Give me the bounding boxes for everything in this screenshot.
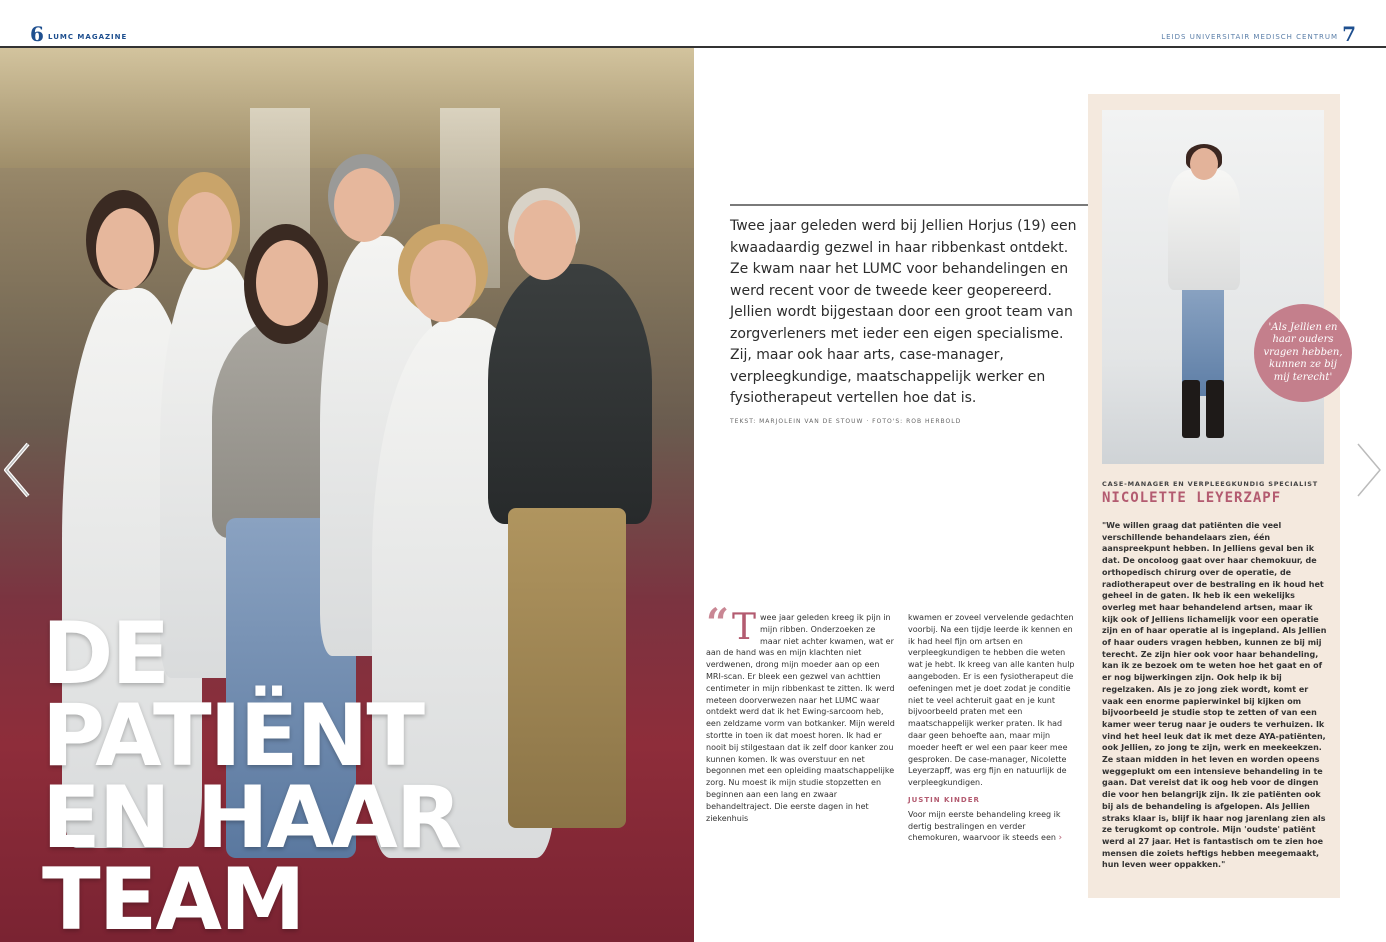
person-face bbox=[514, 200, 576, 280]
column-text-end: Voor mijn eerste behandeling kreeg ik dertig bestralingen en verder chemokuren, waarvoor ik steeds een bbox=[908, 809, 1061, 843]
photo-credit: TEKST: MARJOLEIN VAN DE STOUW · FOTO'S: ROB HERBOLD bbox=[730, 418, 962, 425]
quote-mark: “ bbox=[706, 600, 730, 647]
figure-coat bbox=[1168, 170, 1240, 290]
continue-arrow-icon: › bbox=[1058, 833, 1063, 844]
chevron-right-icon[interactable] bbox=[1354, 440, 1384, 500]
person-face bbox=[178, 192, 232, 268]
intro-text: Twee jaar geleden werd bij Jellien Horjus (19) een kwaadaardig gezwel in haar ribbenkast ontdekt. Ze kwam naar het LUMC voor behandelingen en werd recent voor de tweede keer geopereerd. Jellien wordt bijgestaan door een groot team van zorgverleners met ieder een eigen specialisme. Zij, maar ook haar arts, case-manager, verpleegkundige, maatschappelijk werker en fysiotherapeut vertellen hoe dat is. bbox=[730, 218, 1077, 406]
figure-boot bbox=[1206, 380, 1224, 438]
dropcap: T bbox=[732, 607, 757, 648]
column-subhead: JUSTIN KINDER bbox=[908, 795, 980, 804]
quote-bubble-text: 'Als Jellien en haar ouders vragen hebben, kunnen ze bij mij terecht' bbox=[1263, 321, 1343, 383]
chevron-left-icon[interactable] bbox=[2, 440, 32, 500]
team-photo bbox=[0, 48, 694, 942]
left-running-head: LUMC MAGAZINE bbox=[48, 33, 128, 41]
title-line: TEAM bbox=[42, 850, 304, 942]
profile-name: NICOLETTE LEYERZAPF bbox=[1102, 490, 1282, 506]
column-text: kwamen er zoveel vervelende gedachten voorbij. Na een tijdje leerde ik kennen en ik had heel fijn om artsen en verpleegkundigen te hebben die weten wat je hebt. Ik kreeg van alle kanten hulp aangeboden. Er is een fysiotherapeut die oefeningen met je doet zodat je conditie niet te veel achteruit gaat en je kunt bijvoorbeeld praten met een maatschappelijk werker praten. Ik had daar geen behoefte aan, maar mijn moeder heeft er wel een paar keer mee gesproken. De case-manager, Nicolette Leyerzapff, was erg fijn en natuurlijk de verpleegkundigen. bbox=[908, 613, 1075, 788]
person-face bbox=[256, 240, 318, 326]
figure-face bbox=[1190, 148, 1218, 180]
person-face bbox=[334, 168, 394, 242]
article-column-1 bbox=[706, 607, 896, 824]
left-page-number: 6 bbox=[30, 22, 44, 46]
column-text: wee jaar geleden kreeg ik pijn in mijn ribben. Onderzoeken ze maar niet achter kwamen, wat er aan de hand was en mijn klachten niet verdwenen, drong mijn moeder aan op een MRI-scan. Er bleek een gezwel van achttien centimeter in mijn ribbenkast te zitten. Ik werd meteen doorverwezen naar het LUMC waar ontdekt werd dat ik het Ewing-sarcoom heb, een zeldzame vorm van botkanker. Mijn wereld stortte in toen ik dat moest horen. Ik had er nooit bij stilgestaan dat ik zelf door kanker zou kunnen komen. Ik was overstuur en net begonnen met een opleiding maatschappelijke zorg. Nu moest ik mijn studie stopzetten en beginnen aan een lang en zwaar behandeltraject. Die eerste dagen in het ziekenhuis bbox=[706, 613, 895, 823]
person-face bbox=[410, 240, 476, 322]
profile-photo bbox=[1102, 110, 1324, 464]
person-figure bbox=[488, 264, 652, 524]
person-face bbox=[96, 208, 154, 290]
title-line: PATIËNT bbox=[42, 686, 424, 786]
hallway-ceiling bbox=[0, 48, 694, 168]
profile-text: "We willen graag dat patiënten die veel verschillende behandelaars zien, één aanspreekpunt hebben. In Jelliens geval ben ik dat. De oncoloog gaat over haar chemokuur, de orthopedisch chirurg over de operatie, de radiotherapeut over de bestraling en ik houd het geheel in de gaten. Ik heb ik een wekelijks overleg met haar behandelend artsen, maar ik kijk ook of Jelliens lichamelijk voor een operatie zijn en of haar operatie al is ingepland. Als Jellien of haar ouders vragen hebben, kunnen ze bij mij terecht. Ze zijn hier ook voor haar behandeling, kan ik ze bezoek om te weten hoe het gaat en of er nog bijwerkingen zijn. Ook help ik bij regelzaken. Als je zo jong ziek wordt, komt er vaak een enorme papierwinkel bij kijken om bijvoorbeeld je studie stop te zetten of van een kamer weer terug naar je ouders te verhuizen. Ik vind het heel leuk dat ik met deze AYA-patiënten, ook Jellien, zo jong te zijn, werk en meekeekzen. Ze staan midden in het leven en worden opeens weggeplukt om een intensieve behandeling in te gaan. Dat vereist dat ik oog heb voor de dingen die voor hen belangrijk zijn. Ik zie patiënten ook bij als de behandeling is afgelopen. Als Jellien straks klaar is, blijf ik haar nog jarenlang zien als ze terugkomt op controle. Mijn 'oudste' patiënt werd al 27 jaar. Het is fantastisch om te zien hoe mensen die zoiets heftigs hebben meegemaakt, hun leven weer oppakken." bbox=[1102, 521, 1327, 870]
title-line: EN HAAR bbox=[42, 768, 460, 868]
title-line: DE bbox=[42, 604, 169, 704]
intro-rule bbox=[730, 204, 1088, 206]
right-running-head: LEIDS UNIVERSITAIR MEDISCH CENTRUM bbox=[1161, 33, 1338, 41]
profile-role: CASE-MANAGER EN VERPLEEGKUNDIG SPECIALIST bbox=[1102, 480, 1319, 488]
page-header bbox=[0, 0, 1386, 48]
figure-boot bbox=[1182, 380, 1200, 438]
column-text bbox=[908, 809, 1078, 845]
article-column-2 bbox=[908, 612, 1078, 845]
quote-bubble bbox=[1254, 304, 1352, 402]
right-page-number: 7 bbox=[1342, 22, 1356, 46]
article-title bbox=[42, 604, 542, 942]
